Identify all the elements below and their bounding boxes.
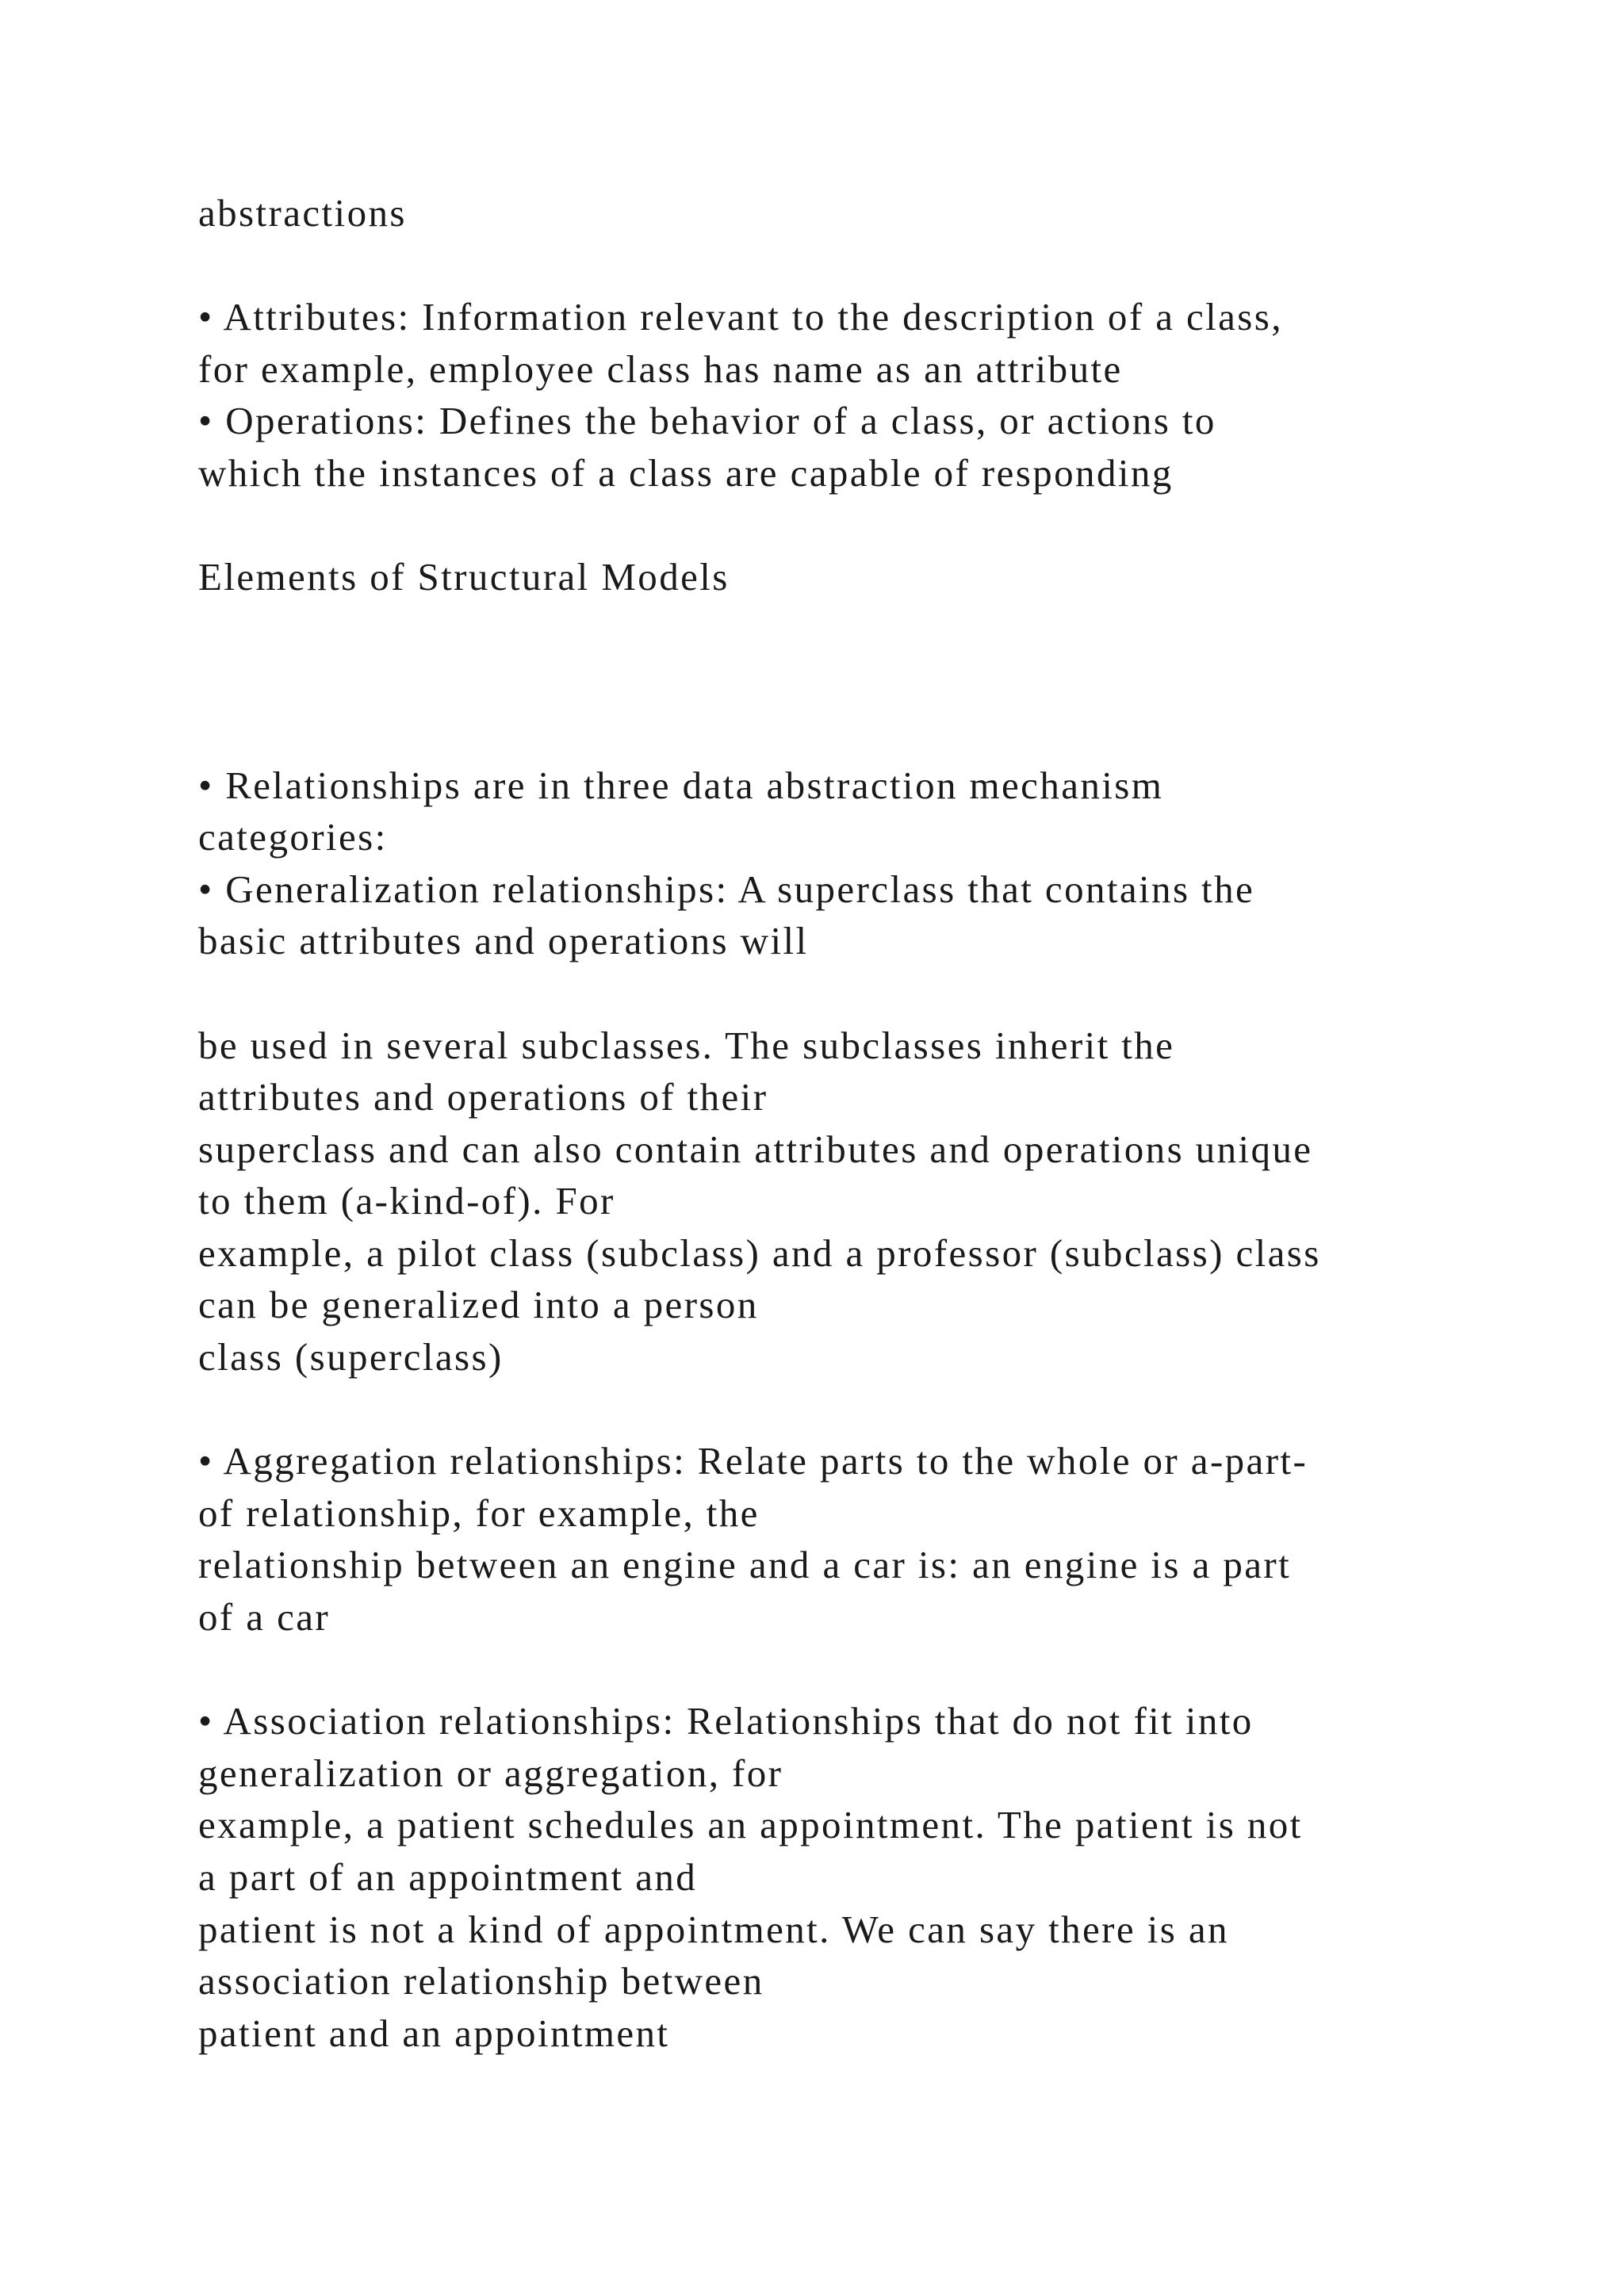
- text-line: • Association relationships: Relationships that do not fit into: [198, 1699, 1254, 1743]
- text-line: example, a patient schedules an appointment. The patient is not: [198, 1803, 1303, 1847]
- text-line: • Generalization relationships: A superclass that contains the: [198, 867, 1255, 911]
- text-line: patient is not a kind of appointment. We can say there is an: [198, 1907, 1229, 1951]
- document-body: [198, 187, 1562, 2059]
- text-line: which the instances of a class are capable of responding: [198, 450, 1174, 495]
- text-line: can be generalized into a person: [198, 1283, 759, 1327]
- text-line: superclass and can also contain attributes and operations unique: [198, 1127, 1313, 1171]
- text-line: basic attributes and operations will: [198, 919, 809, 963]
- blank-line: [198, 603, 1562, 656]
- text-line: • Attributes: Information relevant to the description of a class,: [198, 295, 1283, 339]
- blank-line: [198, 655, 1562, 707]
- text-line: • Operations: Defines the behavior of a class, or actions to: [198, 399, 1216, 443]
- text-line: attributes and operations of their: [198, 1075, 768, 1119]
- text-line: patient and an appointment: [198, 2011, 670, 2055]
- blank-line: [198, 239, 1562, 292]
- blank-line: [198, 499, 1562, 552]
- text-line: to them (a-kind-of). For: [198, 1179, 615, 1223]
- text-line: for example, employee class has name as an attribute: [198, 346, 1123, 391]
- text-line: class (superclass): [198, 1335, 504, 1380]
- text-line: abstractions: [198, 191, 407, 235]
- text-line: be used in several subclasses. The subclasses inherit the: [198, 1023, 1175, 1067]
- text-line: a part of an appointment and: [198, 1855, 698, 1899]
- text-line: association relationship between: [198, 1959, 764, 2003]
- text-line: of a car: [198, 1595, 331, 1640]
- text-line: • Relationships are in three data abstraction mechanism: [198, 763, 1164, 807]
- blank-line: [198, 1644, 1562, 1696]
- text-line: • Aggregation relationships: Relate parts to the whole or a-part-: [198, 1439, 1308, 1483]
- blank-line: [198, 707, 1562, 760]
- blank-line: [198, 1383, 1562, 1436]
- text-line: of relationship, for example, the: [198, 1490, 760, 1535]
- blank-line: [198, 967, 1562, 1020]
- text-line: relationship between an engine and a car is: an engine is a part: [198, 1543, 1292, 1587]
- text-line: categories:: [198, 815, 388, 859]
- text-line: example, a pilot class (subclass) and a professor (subclass) class: [198, 1230, 1321, 1275]
- section-heading: Elements of Structural Models: [198, 555, 730, 599]
- text-line: generalization or aggregation, for: [198, 1751, 783, 1795]
